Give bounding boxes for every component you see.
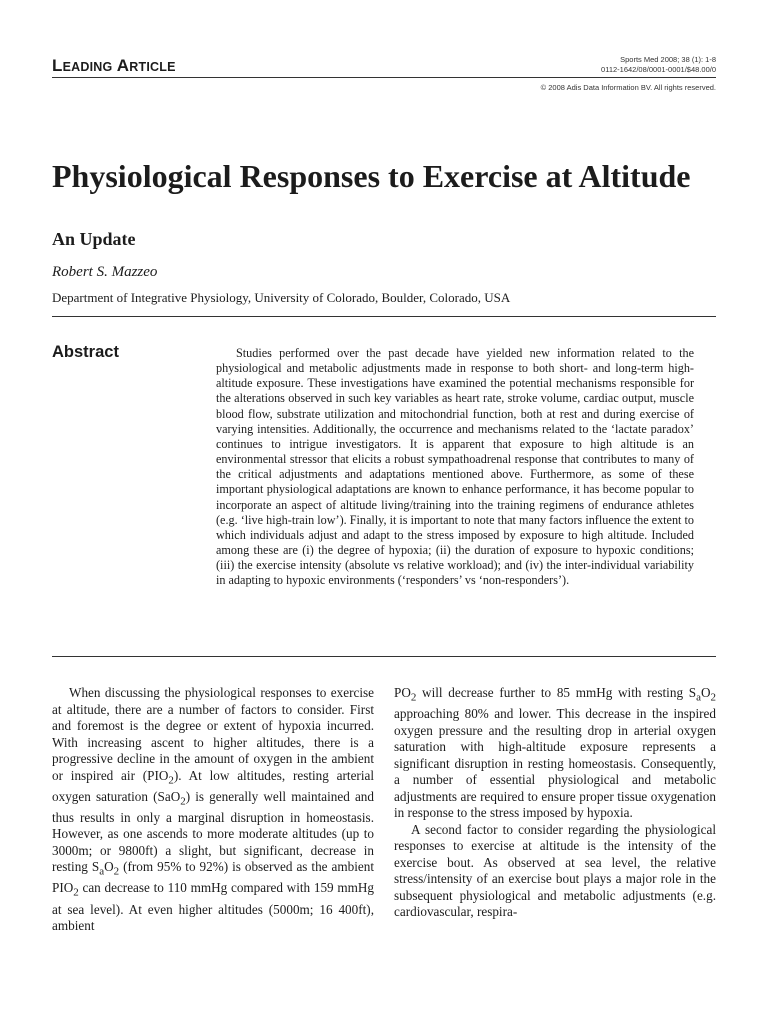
title-rule: [52, 316, 716, 317]
abstract-text: Studies performed over the past decade have yielded new information related to the physiological and metabolic adjustments made in response to both short- and long-term high-altitude exposure. These investigations have examined the potential mechanisms responsible for the alterations observed in such key variables as heart rate, stroke volume, cardiac output, muscle blood flow, substrate utilization and mitochondrial function, both at rest and during exercise of varying intensities. Additionally, the occurrence and mechanisms related to the ‘lactate paradox’ continues to intrigue investigators. It is apparent that exposure to high altitude is an environmental stressor that elicits a robust sympathoadrenal response that contributes to many of the critical adjustments and adaptations mentioned above. Furthermore, as some of these important physiological adaptations are known to enhance performance, it has become popular to incorporate an aspect of altitude living/training into the training regimens of endurance athletes (e.g. ‘live high-train low’). Finally, it is important to note that many factors influence the extent to which individuals adjust and adapt to the stress imposed by exposure to high altitude. Included among these are (i) the degree of hypoxia; (ii) the duration of exposure to hypoxic conditions; (iii) the exercise intensity (absolute vs relative workload); and (iv) the inter-individual variability in adapting to hypoxic environments (‘responders’ vs ‘non-responders’).: [216, 346, 694, 588]
body-column-left: [52, 685, 374, 935]
body-paragraph: $PO_2$ will decrease further to 85 mmHg with resting $S_aO_2$ approaching 80% and lower. This decrease in the inspired oxygen pressure and the resulting drop in arterial oxygen saturation with high-altitude exposure represents a significant disruption in resting homeostasis. Consequently, a number of essential physiological and metabolic adjustments are required to ensure proper tissue oxygenation in response to the stress imposed by hypoxia.: [394, 685, 716, 821]
citation-block: [416, 55, 716, 93]
article-code: 0112-1642/08/0001-0001/$48.00/0: [601, 65, 716, 74]
abstract-rule: [52, 656, 716, 657]
body-column-right: [394, 685, 716, 921]
body-paragraph: When discussing the physiological responses to exercise at altitude, there are a number of factors to consider. First and foremost is the degree or extent of hypoxia incurred. With increasing ascent to higher altitudes, there is a progressive decline in the amount of oxygen in the ambient or inspired air $(PIO_2)$. At low altitudes, resting arterial oxygen saturation (SaO$_2$) is generally well maintained and thus results in only a marginal disruption in homeostasis. However, as one ascends to more moderate altitudes (up to 3000m; or 9800ft) a slight, but significant, decrease in resting $S_aO_2$ (from 95% to 92%) is observed as the ambient $PIO_2$ can decrease to 110 mmHg compared with 159 mmHg at sea level). At even higher altitudes (5000m; 16 400ft), ambient: [52, 685, 374, 934]
body-paragraph: A second factor to consider regarding the physiological responses to exercise at altitude is the intensity of the exercise bout. As observed at sea level, the relative stress/intensity of an exercise bout plays a major role in the subsequent physiological and metabolic adjustments (e.g. cardiovascular, respira-: [394, 821, 716, 920]
copyright: © 2008 Adis Data Information BV. All rights reserved.: [540, 83, 716, 92]
article-subtitle: An Update: [52, 229, 136, 249]
citation: Sports Med 2008; 38 (1): 1-8: [620, 55, 716, 64]
article-title: Physiological Responses to Exercise at Altitude: [52, 158, 691, 194]
article-type: LEADING ARTICLE: [52, 56, 176, 75]
affiliation: Department of Integrative Physiology, University of Colorado, Boulder, Colorado, USA: [52, 290, 511, 305]
header-rule: [52, 77, 716, 78]
author: Robert S. Mazzeo: [52, 264, 158, 280]
abstract-label: Abstract: [52, 343, 119, 361]
